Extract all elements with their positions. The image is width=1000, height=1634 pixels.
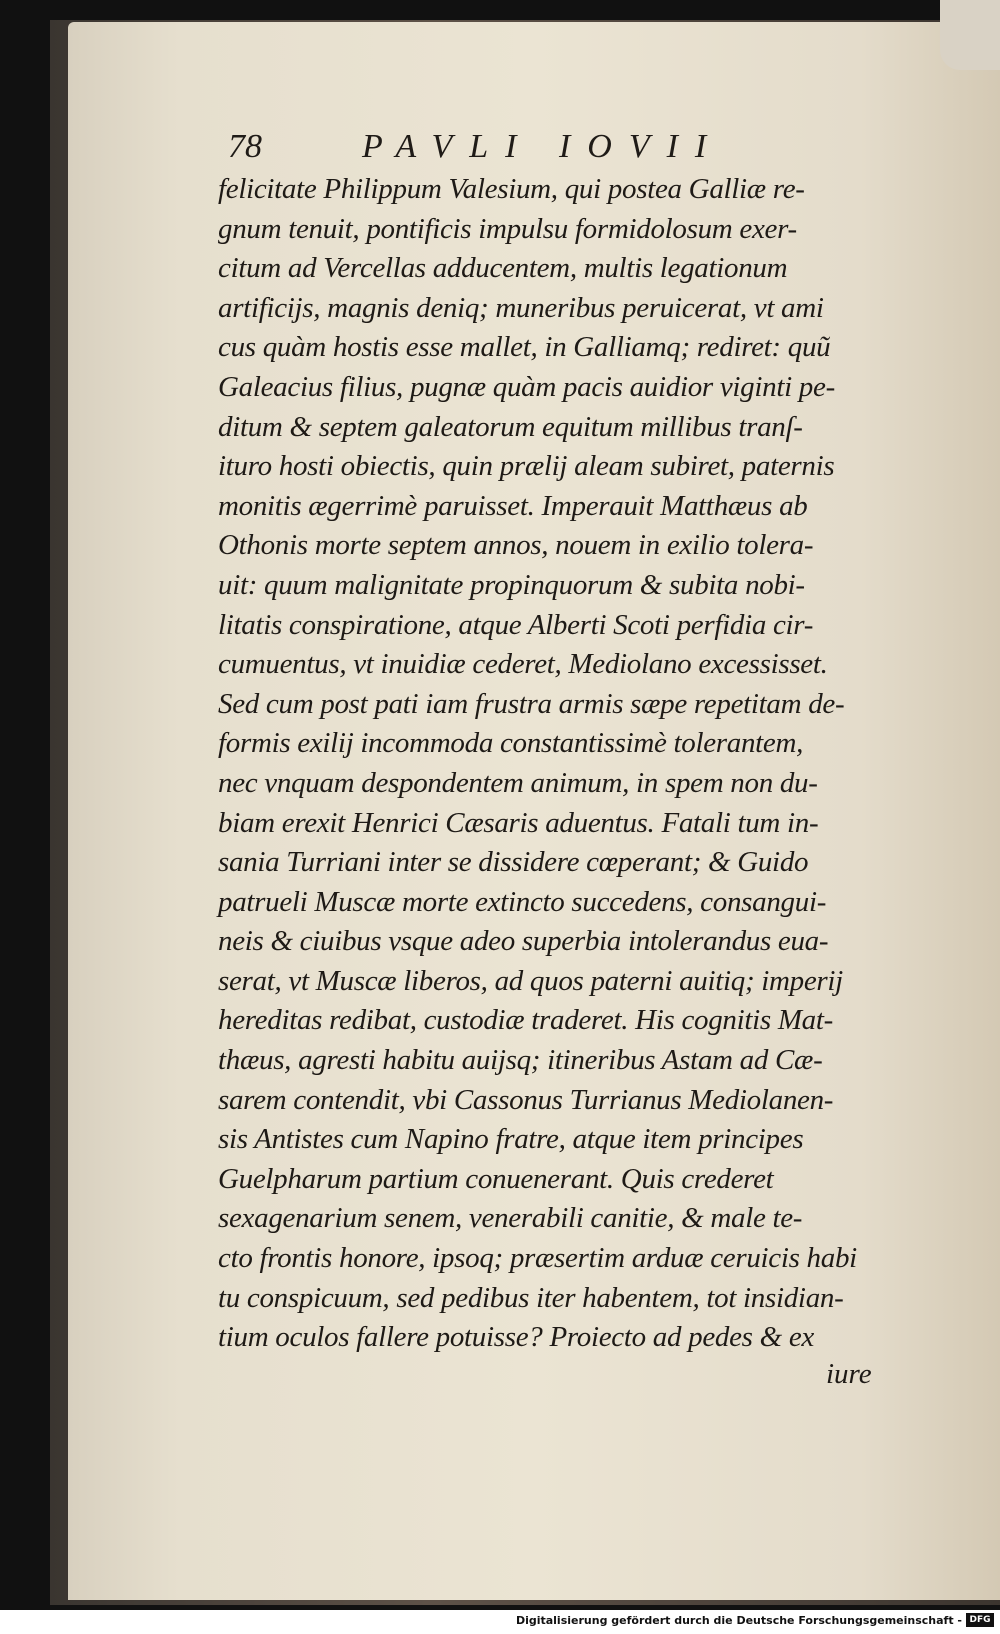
text-line: litatis conspiratione, atque Alberti Scoti perfidia cir- (218, 608, 814, 641)
text-line: cto frontis honore, ipsoq; præsertim arduæ ceruicis habi (218, 1242, 857, 1275)
text-line: biam erexit Henrici Cæsaris aduentus. Fatali tum in- (218, 806, 819, 839)
text-line: Guelpharum partium conuenerant. Quis crederet (218, 1162, 774, 1195)
text-line: ditum & septem galeatorum equitum millibus tranſ- (218, 410, 803, 443)
text-line: serat, vt Muscæ liberos, ad quos paterni auitiq; imperij (218, 964, 843, 997)
text-line: tu conspicuum, sed pedibus iter habentem, tot insidian- (218, 1281, 844, 1314)
text-line: Sed cum post pati iam frustra armis sæpe repetitam de- (218, 687, 845, 720)
text-line: neis & ciuibus vsque adeo superbia intolerandus eua- (218, 925, 829, 958)
text-line: formis exilij incommoda constantissimè tolerantem, (218, 727, 804, 760)
text-line: uit: quum malignitate propinquorum & subita nobi- (218, 568, 805, 601)
text-line: patrueli Muscæ morte extincto succedens, consangui- (218, 885, 827, 918)
text-line: sis Antistes cum Napino fratre, atque item principes (218, 1123, 804, 1156)
text-line: sexagenarium senem, venerabili canitie, & male te- (218, 1202, 803, 1235)
text-line: gnum tenuit, pontificis impulsu formidolosum exer- (218, 212, 797, 245)
footer-credit: Digitalisierung gefördert durch die Deutsche Forschungsgemeinschaft - (515, 1614, 962, 1627)
text-line: citum ad Vercellas adducentem, multis legationum (218, 252, 788, 285)
text-line: tium oculos fallere potuisse? Proiecto ad pedes & ex (218, 1321, 814, 1354)
text-line: cus quàm hostis esse mallet, in Galliamq; rediret: quũ (218, 331, 831, 364)
text-line: nec vnquam despondentem animum, in spem non du- (218, 766, 818, 799)
text-line: sania Turriani inter se dissidere cœperant; & Guido (218, 846, 809, 879)
body-text (218, 170, 878, 1358)
text-line: sarem contendit, vbi Cassonus Turrianus Mediolanen- (218, 1083, 834, 1116)
text-line: Galeacius filius, pugnæ quàm pacis auidior viginti pe- (218, 370, 835, 403)
text-line: thæus, agresti habitu auijsq; itineribus Astam ad Cæ- (218, 1044, 823, 1077)
text-line: Othonis morte septem annos, nouem in exilio tolera- (218, 529, 814, 562)
dfg-logo: DFG (966, 1613, 994, 1627)
text-line: felicitate Philippum Valesium, qui postea Galliæ re- (218, 173, 805, 205)
text-line: ituro hosti obiectis, quin prælij aleam subiret, paternis (218, 450, 835, 483)
text-line: monitis ægerrimè paruisset. Imperauit Matthæus ab (218, 489, 808, 522)
running-head: PAVLI IOVII (362, 128, 724, 165)
catchword: iure (826, 1358, 872, 1390)
page-corner (940, 0, 1000, 70)
page-number: 78 (228, 128, 262, 165)
text-line: artificijs, magnis deniq; muneribus peruicerat, vt ami (218, 291, 824, 324)
text-line: cumuentus, vt inuidiæ cederet, Mediolano excessisset. (218, 648, 828, 681)
text-line: hereditas redibat, custodiæ traderet. His cognitis Mat- (218, 1004, 834, 1037)
